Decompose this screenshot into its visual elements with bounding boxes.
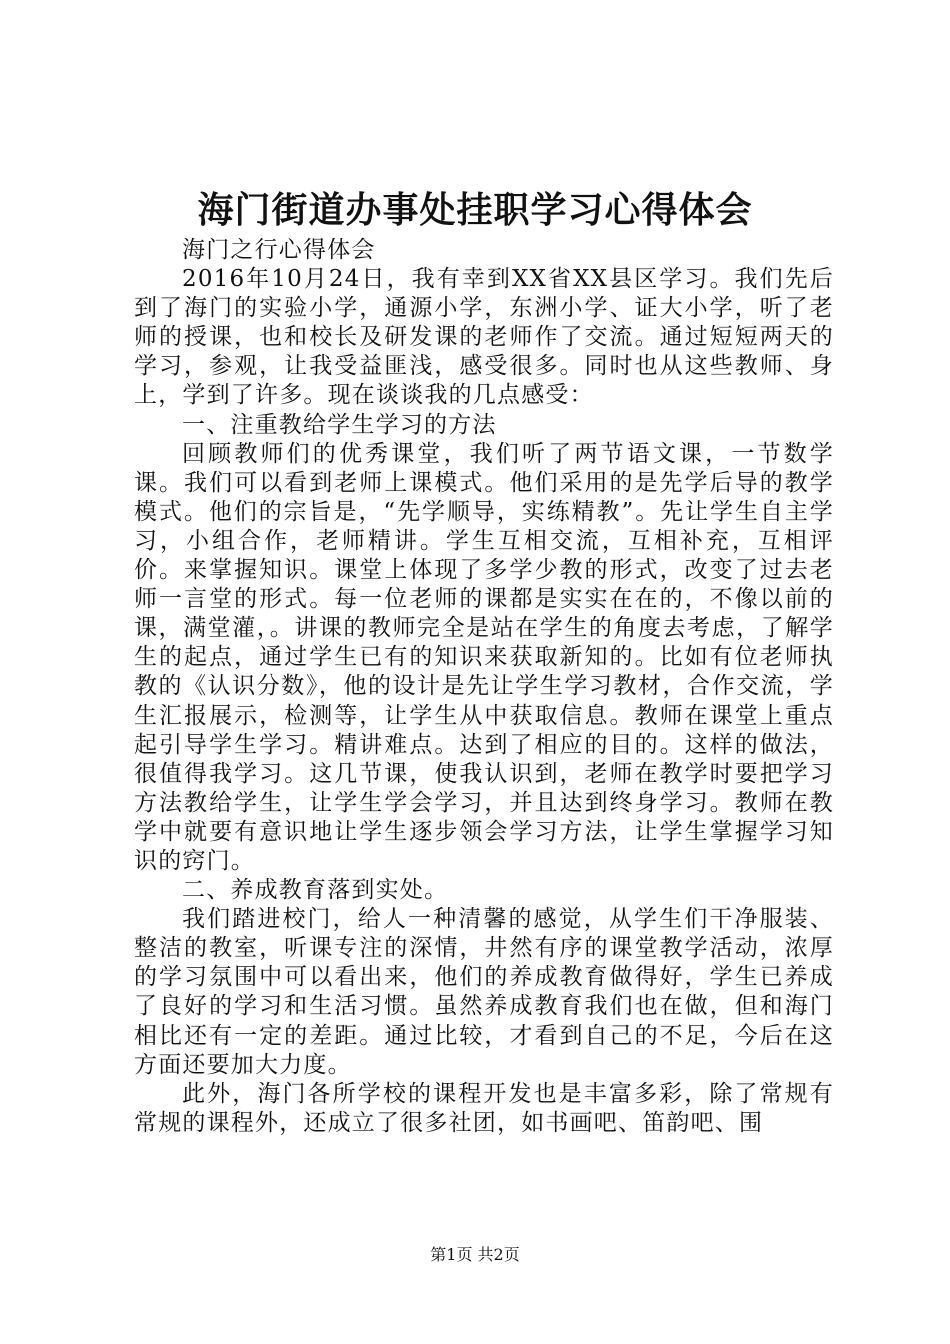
section-1-paragraph: 回顾教师们的优秀课堂，我们听了两节语文课，一节数学课。我们可以看到老师上课模式。他们采用的是先学后导的教学模式。他们的宗旨是，“先学顺导，实练精教”。先让学生自主学习，小组合作，老师精讲。学生互相交流，互相补充，互相评价。来掌握知识。课堂上体现了多学少教的形式，改变了过去老师一言堂的形式。每一位老师的课都是实实在在的，不像以前的课，满堂灌，。讲课的教师完全是站在学生的角度去考虑，了解学生的起点，通过学生已有的知识来获取新知的。比如有位老师执教的《认识分数》，他的设计是先让学生学习教材，合作交流，学生汇报展示，检测等，让学生从中获取信息。教师在课堂上重点起引导学生学习。精讲难点。达到了相应的目的。这样的做法，很值得我学习。这几节课，使我认识到，老师在教学时要把学习方法教给学生，让学生学会学习，并且达到终身学习。教师在教学中就要有意识地让学生逐步领会学习方法，让学生掌握学习知识的窍门。 xyxy=(134,440,834,874)
closing-paragraph: 此外，海门各所学校的课程开发也是丰富多彩，除了常规有常规的课程外，还成立了很多社团，如书画吧、笛韵吧、围 xyxy=(134,1080,834,1136)
section-heading-1: 一、注重教给学生学习的方法 xyxy=(182,411,497,438)
document-title: 海门街道办事处挂职学习心得体会 xyxy=(197,189,753,231)
section-2-paragraph: 我们踏进校门，给人一种清馨的感觉，从学生们干净服装、整洁的教室，听课专注的深情，井然有序的课堂教学活动，浓厚的学习氛围中可以看出来，他们的养成教育做得好，学生已养成了良好的学习和生活习惯。虽然养成教育我们也在做，但和海门相比还有一定的差距。通过比较，才看到自己的不足，今后在这方面还要加大力度。 xyxy=(134,906,834,1078)
intro-paragraph: 2016年10月24日，我有幸到XX省XX县区学习。我们先后到了海门的实验小学，通源小学，东洲小学、证大小学，听了老师的授课，也和校长及研发课的老师作了交流。通过短短两天的学习，参观，让我受益匪浅，感受很多。同时也从这些教师、身上，学到了许多。现在谈谈我的几点感受： xyxy=(134,266,834,409)
document-body xyxy=(134,236,834,1138)
section-heading-2: 二、养成教育落到实处。 xyxy=(182,877,449,904)
subtitle-paragraph: 海门之行心得体会 xyxy=(182,237,376,263)
page-number-footer: 第1页 共2页 xyxy=(430,1245,520,1264)
